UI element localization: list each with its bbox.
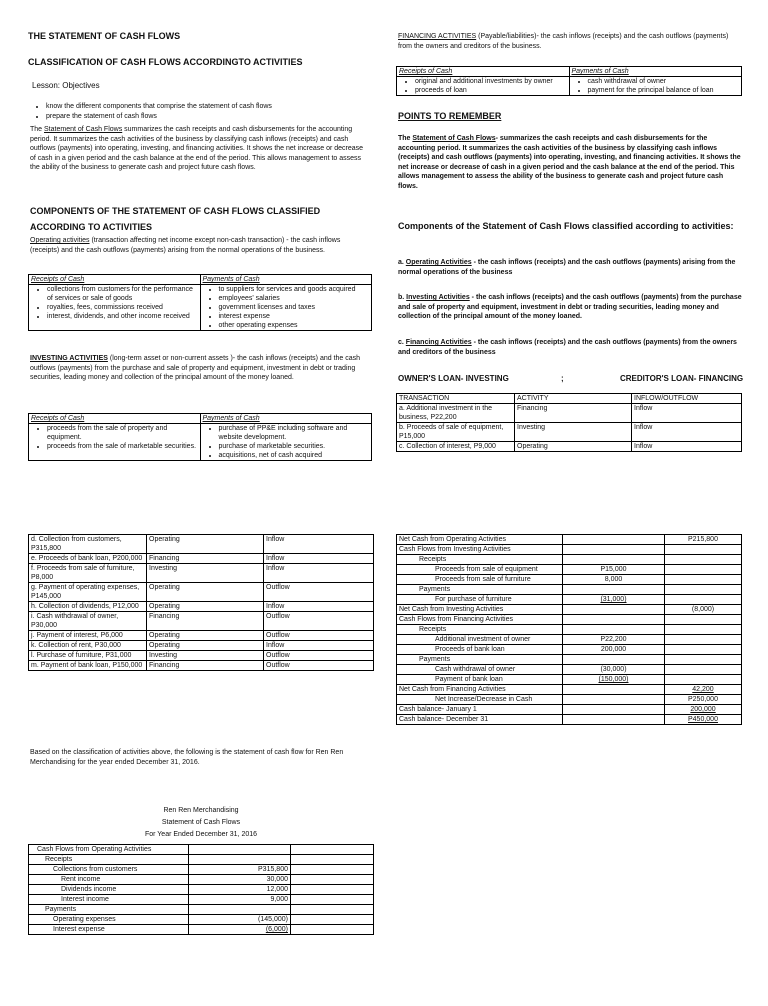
amount-cell (563, 685, 665, 695)
transaction-cell: i. Cash withdrawal of owner, P30,000 (29, 612, 147, 631)
component-a: a. Operating Activities - the cash inflows (receipts) and the cash outflows (payments) arising from the normal operations of the business (398, 259, 736, 276)
amount-cell (563, 715, 665, 725)
amount-cell: 9,000 (189, 895, 291, 905)
line-item-label: Rent income (29, 875, 189, 885)
line-item-label: Cash Flows from Operating Activities (29, 845, 189, 855)
based-on-text: Based on the classification of activities above, the following is the statement of cash flow for Ren Ren Merchandising for the year ended December 31, 2016. (30, 749, 344, 766)
amount-cell (189, 855, 291, 865)
col-transaction: TRANSACTION (397, 394, 515, 404)
financing-table (396, 66, 742, 96)
component-c: c. Financing Activities - the cash inflows (receipts) and the cash outflows (payments) from the owners and creditors of the business (398, 339, 737, 356)
statement-row (397, 645, 742, 655)
line-item-label: Net Cash from Operating Activities (397, 535, 563, 545)
payment-item: • purchase of PP&E including software and website development. (219, 424, 370, 442)
statement-title: Statement of Cash Flows (161, 819, 241, 826)
transaction-cell: f. Proceeds from sale of furniture, P8,000 (29, 564, 147, 583)
receipts-header: Receipts of Cash (29, 275, 201, 285)
receipts-header: Receipts of Cash (29, 414, 201, 424)
line-item-label: Receipts (397, 555, 563, 565)
statement-row (29, 905, 374, 915)
activity-cell: Operating (147, 583, 264, 602)
payment-item: • to suppliers for services and goods acquired (219, 285, 370, 294)
statement-row (29, 865, 374, 875)
statement-row (397, 655, 742, 665)
line-item-label: Cash Flows from Investing Activities (397, 545, 563, 555)
transaction-cell: d. Collection from customers, P315,800 (29, 535, 147, 554)
table-row (29, 631, 374, 641)
doc-subtitle: CLASSIFICATION OF CASH FLOWS ACCORDINGTO ACTIVITIES (28, 57, 303, 67)
amount-cell: 30,000 (189, 875, 291, 885)
amount-cell (563, 695, 665, 705)
payment-item: • interest expense (219, 312, 370, 321)
components-heading-right: Components of the Statement of Cash Flows classified according to activities: (398, 221, 734, 231)
line-item-label: Collections from customers (29, 865, 189, 875)
total-cell (665, 675, 742, 685)
payments-header: Payments of Cash (569, 67, 742, 77)
flow-cell: Inflow (264, 535, 374, 554)
total-cell (665, 555, 742, 565)
total-cell (291, 855, 374, 865)
flow-cell: Inflow (264, 554, 374, 564)
statement-row (397, 715, 742, 725)
payments-header: Payments of Cash (200, 414, 372, 424)
statement-row (397, 625, 742, 635)
line-item-label: Operating expenses (29, 915, 189, 925)
statement-row (397, 535, 742, 545)
total-cell (665, 645, 742, 655)
amount-cell: (6,000) (189, 925, 291, 935)
table-row (29, 535, 374, 554)
statement-row (29, 885, 374, 895)
receipt-item: • proceeds from the sale of marketable securities. (47, 442, 198, 451)
total-cell: 200,000 (665, 705, 742, 715)
flow-cell: Outflow (264, 661, 374, 671)
financing-link: FINANCING ACTIVITIES (398, 33, 477, 40)
receipts-header: Receipts of Cash (397, 67, 570, 77)
total-cell (291, 885, 374, 895)
objective-item: • know the different components that comprise the statement of cash flows (46, 102, 386, 112)
line-item-label: Payment of bank loan (397, 675, 563, 685)
total-cell: (8,000) (665, 605, 742, 615)
activity-cell: Investing (147, 651, 264, 661)
line-item-label: Cash withdrawal of owner (397, 665, 563, 675)
payment-item: • employees' salaries (219, 294, 370, 303)
activity-cell: Operating (147, 631, 264, 641)
components-heading: COMPONENTS OF THE STATEMENT OF CASH FLOWS CLASSIFIED ACCORDING TO ACTIVITIES (30, 206, 321, 232)
objectives-list (30, 102, 386, 121)
amount-cell: 200,000 (563, 645, 665, 655)
total-cell (291, 905, 374, 915)
line-item-label: Net Cash from Investing Activities (397, 605, 563, 615)
receipt-item: • proceeds from the sale of property and equipment. (47, 424, 198, 442)
statement-row (397, 585, 742, 595)
amount-cell (563, 705, 665, 715)
line-item-label: Payments (29, 905, 189, 915)
statement-row (397, 705, 742, 715)
table-row: c. Collection of interest, P9,000 Operating Inflow (397, 442, 742, 452)
amount-cell (563, 625, 665, 635)
points-heading: POINTS TO REMEMBER (398, 111, 502, 121)
amount-cell: (150,000) (563, 675, 665, 685)
statement-row (397, 615, 742, 625)
creditor-loan-note: CREDITOR'S LOAN- FINANCING (620, 374, 744, 383)
transaction-cell: h. Collection of dividends, P12,000 (29, 602, 147, 612)
payment-item: • payment for the principal balance of loan (588, 86, 740, 95)
scf-table-operating (28, 844, 374, 935)
receipt-item: • interest, dividends, and other income received (47, 312, 198, 321)
payment-item: • other operating expenses (219, 321, 370, 330)
line-item-label: Payments (397, 585, 563, 595)
transaction-cell: j. Payment of interest, P6,000 (29, 631, 147, 641)
amount-cell: (31,000) (563, 595, 665, 605)
amount-cell: (145,000) (189, 915, 291, 925)
doc-title: THE STATEMENT OF CASH FLOWS (28, 31, 181, 41)
total-cell (291, 845, 374, 855)
amount-cell (563, 655, 665, 665)
amount-cell: (30,000) (563, 665, 665, 675)
amount-cell: 12,000 (189, 885, 291, 895)
total-cell: 42,200 (665, 685, 742, 695)
table-row (29, 564, 374, 583)
statement-row (397, 555, 742, 565)
line-item-label: Cash balance- January 1 (397, 705, 563, 715)
statement-row (397, 565, 742, 575)
points-scf-link: Statement of Cash Flows (412, 135, 496, 142)
statement-row (397, 685, 742, 695)
table-row: a. Additional investment in the business, P22,200 Financing Inflow (397, 404, 742, 423)
total-cell (291, 915, 374, 925)
total-cell (665, 545, 742, 555)
statement-row (29, 925, 374, 935)
flow-cell: Outflow (264, 583, 374, 602)
activity-cell: Investing (147, 564, 264, 583)
transaction-cell: m. Payment of bank loan, P150,000 (29, 661, 147, 671)
semicolon: ; (561, 374, 564, 383)
activity-cell: Financing (147, 612, 264, 631)
statement-row (397, 605, 742, 615)
total-cell (665, 565, 742, 575)
line-item-label: Cash balance- December 31 (397, 715, 563, 725)
line-item-label: Net Cash from Financing Activities (397, 685, 563, 695)
table-row (29, 554, 374, 564)
flow-cell: Inflow (264, 602, 374, 612)
total-cell (665, 575, 742, 585)
company-name: Ren Ren Merchandising (163, 807, 239, 814)
total-cell (291, 865, 374, 875)
line-item-label: Payments (397, 655, 563, 665)
scf-table-continued (396, 534, 742, 725)
line-item-label: Dividends income (29, 885, 189, 895)
line-item-label: For purchase of furniture (397, 595, 563, 605)
line-item-label: Interest expense (29, 925, 189, 935)
activity-cell: Operating (147, 602, 264, 612)
activity-cell: Financing (147, 554, 264, 564)
table-row (29, 641, 374, 651)
receipt-item: • proceeds of loan (415, 86, 567, 95)
total-cell (665, 625, 742, 635)
statement-row (397, 665, 742, 675)
flow-cell: Outflow (264, 612, 374, 631)
payment-item: • cash withdrawal of owner (588, 77, 740, 86)
total-cell (291, 925, 374, 935)
total-cell: P215,800 (665, 535, 742, 545)
payment-item: • purchase of marketable securities. (219, 442, 370, 451)
amount-cell: P15,000 (563, 565, 665, 575)
statement-row (29, 915, 374, 925)
statement-row (397, 545, 742, 555)
investing-definition: INVESTING ACTIVITIES (long-term asset or non-current assets )- the cash inflows (receipts) and the cash outflows (payments) from the purchase and sale of property and equipment, investment in debt or trading securities, leading money and collection of the principal amount of the money loaned. (30, 355, 361, 381)
line-item-label: Cash Flows from Financing Activities (397, 615, 563, 625)
total-cell: P450,000 (665, 715, 742, 725)
line-item-label: Receipts (397, 625, 563, 635)
lesson-label: Lesson: Objectives (32, 81, 100, 90)
table-row (29, 661, 374, 671)
table-row (29, 651, 374, 661)
amount-cell (189, 905, 291, 915)
receipt-item: • original and additional investments by owner (415, 77, 567, 86)
payment-item: • acquisitions, net of cash acquired (219, 451, 370, 460)
total-cell (665, 635, 742, 645)
total-cell (665, 665, 742, 675)
statement-row (29, 845, 374, 855)
amount-cell (563, 585, 665, 595)
line-item-label: Proceeds from sale of equipment (397, 565, 563, 575)
table-row (29, 612, 374, 631)
total-cell (665, 595, 742, 605)
statement-row (29, 895, 374, 905)
amount-cell: P315,800 (189, 865, 291, 875)
payments-header: Payments of Cash (200, 275, 372, 285)
amount-cell (563, 605, 665, 615)
total-cell (665, 655, 742, 665)
statement-row (397, 595, 742, 605)
flow-cell: Outflow (264, 631, 374, 641)
flow-cell: Inflow (264, 641, 374, 651)
owner-loan-note: OWNER'S LOAN- INVESTING (398, 374, 509, 383)
investing-link: INVESTING ACTIVITIES (30, 355, 108, 362)
flow-cell: Inflow (264, 564, 374, 583)
amount-cell (189, 845, 291, 855)
receipt-item: • collections from customers for the performance of services or sale of goods (47, 285, 198, 303)
receipt-item: • royalties, fees, commissions received (47, 303, 198, 312)
table-row: b. Proceeds of sale of equipment, P15,000 Investing Inflow (397, 423, 742, 442)
points-body: The Statement of Cash Flows- summarizes the cash receipts and cash disbursements for the accounting period. It summarizes the cash activities of the business by classifying cash inflows (receipts) and cash outflows (payments) into operating, investing, and financing activities. It shows the net increase or decrease of cash in a given period and the cash balance at the end of the period. This allows management to assess the ability of the business to generate cash and project future cash flows. (398, 135, 741, 190)
transaction-cell: e. Proceeds of bank loan, P200,000 (29, 554, 147, 564)
flow-cell: Outflow (264, 651, 374, 661)
total-cell (665, 615, 742, 625)
statement-row (29, 855, 374, 865)
scf-link: Statement of Cash Flows (44, 126, 123, 133)
amount-cell: 8,000 (563, 575, 665, 585)
operating-table (28, 274, 372, 331)
transaction-cell: l. Purchase of furniture, P31,000 (29, 651, 147, 661)
activity-cell: Operating (147, 535, 264, 554)
line-item-label: Receipts (29, 855, 189, 865)
activity-cell: Operating (147, 641, 264, 651)
transaction-cell: g. Payment of operating expenses, P145,000 (29, 583, 147, 602)
statement-row (397, 575, 742, 585)
line-item-label: Proceeds from sale of furniture (397, 575, 563, 585)
col-activity: ACTIVITY (515, 394, 632, 404)
col-inflow-outflow: INFLOW/OUTFLOW (632, 394, 742, 404)
statement-row (29, 875, 374, 885)
total-cell (291, 875, 374, 885)
total-cell (291, 895, 374, 905)
table-row (29, 583, 374, 602)
amount-cell (563, 545, 665, 555)
component-b: b. Investing Activities - the cash inflows (receipts) and the cash outflows (payments) from the purchase and sale of property and equipment, investment in debt or trading securities, leading money and collection of the principal amount of the money loaned. (398, 294, 742, 320)
transaction-cell: k. Collection of rent, P30,000 (29, 641, 147, 651)
line-item-label: Net Increase/Decrease in Cash (397, 695, 563, 705)
line-item-label: Proceeds of bank loan (397, 645, 563, 655)
financing-definition: FINANCING ACTIVITIES (Payable/liabilities)- the cash inflows (receipts) and the cash outflows (payments) from the owners and creditors of the business. (398, 33, 729, 50)
line-item-label: Interest income (29, 895, 189, 905)
amount-cell (563, 615, 665, 625)
amount-cell (563, 555, 665, 565)
operating-definition: Operating activities (transaction affecting net income except non-cash transaction) - the cash inflows (receipts) and the cash outflows (payments) arising from the normal operations of the business. (30, 237, 341, 254)
statement-row (397, 675, 742, 685)
transactions-table-bottom (28, 534, 374, 671)
payment-item: • government licenses and taxes (219, 303, 370, 312)
amount-cell: P22,200 (563, 635, 665, 645)
objective-item: • prepare the statement of cash flows (46, 112, 386, 122)
statement-row (397, 635, 742, 645)
total-cell (665, 585, 742, 595)
statement-period: For Year Ended December 31, 2016 (144, 831, 258, 838)
total-cell: P250,000 (665, 695, 742, 705)
amount-cell (563, 535, 665, 545)
investing-table (28, 413, 372, 461)
scf-definition: The Statement of Cash Flows summarizes the cash receipts and cash disbursements for the accounting period. It summarizes the cash activities of the business by classifying cash inflows (receipts) and cash outflows (payments) into operating, investing, and financing activities. It shows the net increase or decrease of cash in a given period and the cash balance at the end of the period. This allows management to assess the ability of the business to generate cash and project future cash flows. (30, 126, 364, 171)
activity-cell: Financing (147, 661, 264, 671)
table-row (29, 602, 374, 612)
transactions-table-top (396, 393, 742, 452)
line-item-label: Additional investment of owner (397, 635, 563, 645)
operating-link: Operating activities (30, 237, 90, 244)
statement-row (397, 695, 742, 705)
